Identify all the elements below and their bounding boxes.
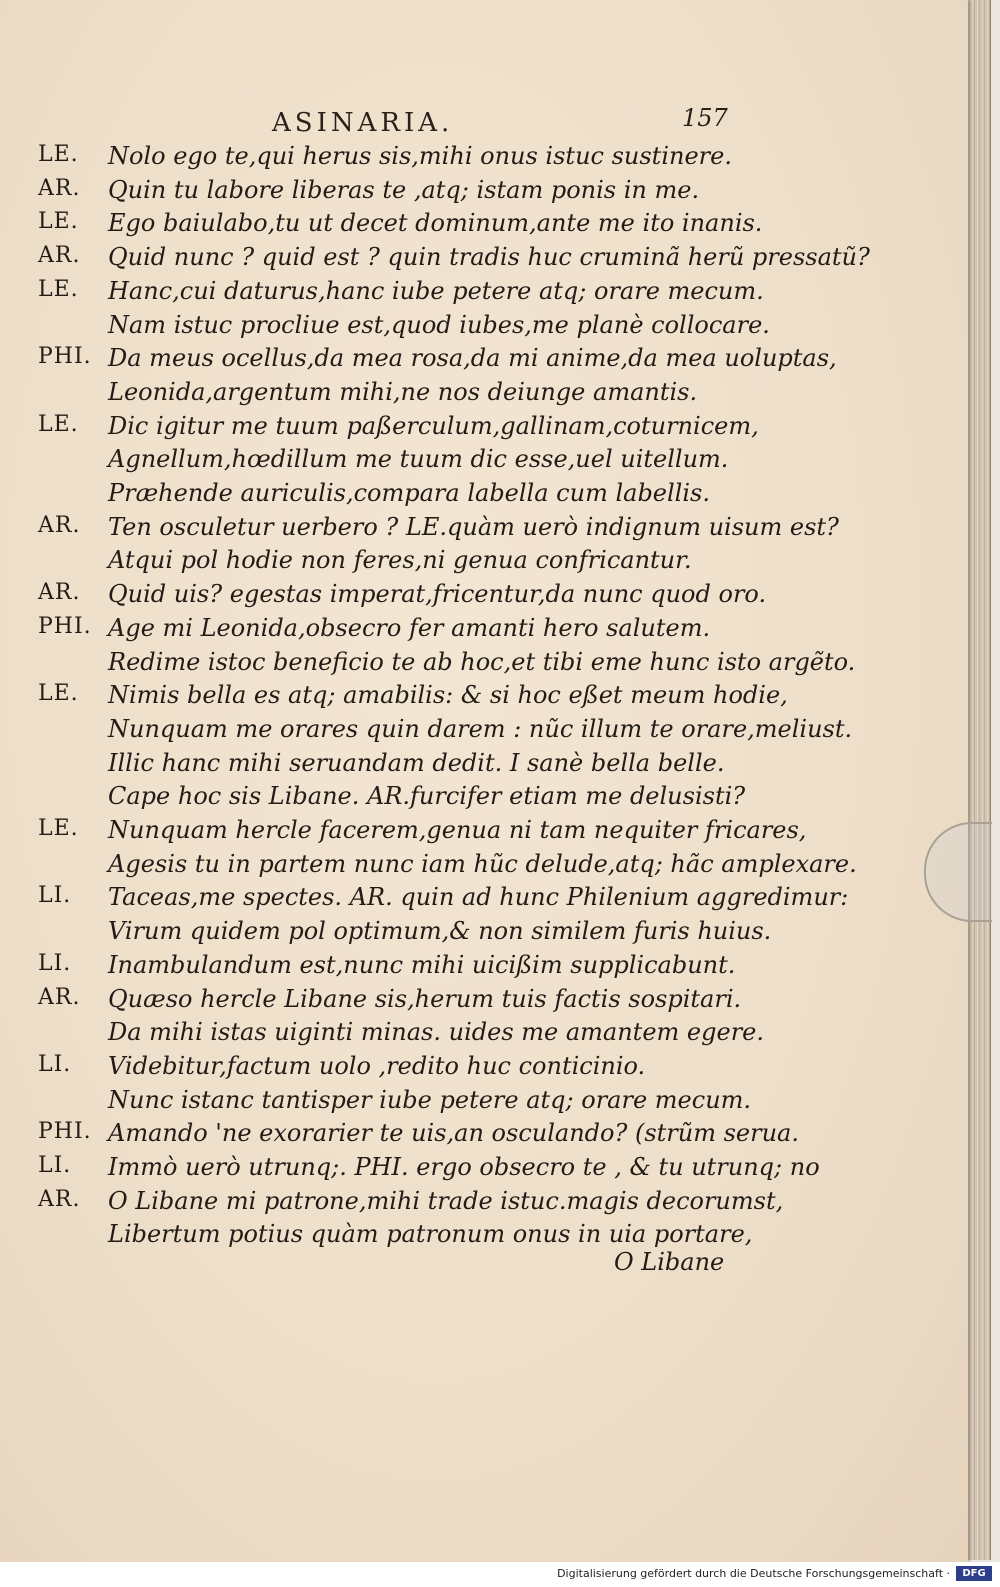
page-edges [966, 0, 991, 1560]
speaker-label: PHI. [38, 614, 92, 639]
verse-text: O Libane mi patrone,mihi trade istuc.magis decorumst, [108, 1187, 784, 1215]
verse-text: Nunquam hercle facerem,genua ni tam nequiter fricares, [108, 816, 807, 844]
verse-text: Atqui pol hodie non feres,ni genua confricantur. [108, 546, 692, 574]
verse-text: Illic hanc mihi seruandam dedit. I sanè bella belle. [108, 749, 725, 777]
verse-text: Leonida,argentum mihi,ne nos deiunge amantis. [108, 378, 698, 406]
verse-text: Amando 'ne exorarier te uis,an osculando? (strũm serua. [108, 1119, 799, 1147]
speaker-label: LE. [38, 209, 79, 234]
speaker-label: LI. [38, 1153, 72, 1178]
verse-text: Redime istoc beneficio te ab hoc,et tibi eme hunc isto argẽto. [108, 648, 856, 676]
speaker-label: LE. [38, 142, 79, 167]
verse-text: Nunquam me orares quin darem : nũc illum te orare,meliust. [108, 715, 853, 743]
speaker-label: LE. [38, 277, 79, 302]
verse-text: Hanc,cui daturus,hanc iube petere atq; orare mecum. [108, 277, 764, 305]
verse-text: Ego baiulabo,tu ut decet dominum,ante me ito inanis. [108, 209, 763, 237]
verse-text: Nimis bella es atq; amabilis: & si hoc eßet meum hodie, [108, 681, 788, 709]
speaker-label: PHI. [38, 1119, 92, 1144]
footer-bar [0, 1562, 1000, 1587]
verse-text: Ten osculetur uerbero ? LE.quàm uerò indignum uisum est? [108, 513, 839, 541]
speaker-label: PHI. [38, 344, 92, 369]
verse-text: Agesis tu in partem nunc iam hũc delude,atq; hãc amplexare. [108, 850, 857, 878]
verse-text: Virum quidem pol optimum,& non similem furis huius. [108, 917, 772, 945]
speaker-label: AR. [38, 985, 81, 1010]
speaker-label: LE. [38, 412, 79, 437]
verse-text: Quid nunc ? quid est ? quin tradis huc cruminã herũ pressatũ? [108, 243, 870, 271]
verse-text: Libertum potius quàm patronum onus in uia portare, [108, 1220, 753, 1248]
verse-text: Immò uerò utrunq;. PHI. ergo obsecro te , & tu utrunq; no [108, 1153, 820, 1181]
verse-text: Quid uis? egestas imperat,fricentur,da nunc quod oro. [108, 580, 767, 608]
verse-text: Videbitur,factum uolo ,redito huc conticinio. [108, 1052, 646, 1080]
verse-text: Age mi Leonida,obsecro fer amanti hero salutem. [108, 614, 711, 642]
verse-text: Agnellum,hœdillum me tuum dic esse,uel uitellum. [108, 445, 729, 473]
page-header [0, 102, 968, 142]
speaker-label: LI. [38, 951, 72, 976]
verse-text: Quin tu labore liberas te ,atq; istam ponis in me. [108, 176, 700, 204]
verse-text: Taceas,me spectes. AR. quin ad hunc Philenium aggredimur: [108, 883, 849, 911]
speaker-label: LE. [38, 681, 79, 706]
verse-text: Quæso hercle Libane sis,herum tuis factis sospitari. [108, 985, 742, 1013]
speaker-label: LI. [38, 1052, 72, 1077]
speaker-label: AR. [38, 1187, 81, 1212]
running-title: ASINARIA. [272, 108, 454, 138]
verse-text: Præhende auriculis,compara labella cum labellis. [108, 479, 710, 507]
speaker-label: LE. [38, 816, 79, 841]
verse-text: Nam istuc procliue est,quod iubes,me planè collocare. [108, 311, 770, 339]
page-number: 157 [682, 104, 728, 132]
footer-credit: Digitalisierung gefördert durch die Deutsche Forschungsgemeinschaft · [557, 1567, 950, 1580]
catchword: O Libane [614, 1248, 725, 1276]
verse-text: Nolo ego te,qui herus sis,mihi onus istuc sustinere. [108, 142, 732, 170]
dfg-logo: DFG [956, 1566, 992, 1581]
verse-text: Nunc istanc tantisper iube petere atq; orare mecum. [108, 1086, 752, 1114]
speaker-label: LI. [38, 883, 72, 908]
speaker-label: AR. [38, 580, 81, 605]
speaker-label: AR. [38, 243, 81, 268]
verse-text: Inambulandum est,nunc mihi uicißim supplicabunt. [108, 951, 736, 979]
verse-text: Da meus ocellus,da mea rosa,da mi anime,da mea uoluptas, [108, 344, 837, 372]
verse-text: Dic igitur me tuum paßerculum,gallinam,coturnicem, [108, 412, 759, 440]
verse-text: Da mihi istas uiginti minas. uides me amantem egere. [108, 1018, 764, 1046]
speaker-label: AR. [38, 176, 81, 201]
verse-text: Cape hoc sis Libane. AR.furcifer etiam me delusisti? [108, 782, 746, 810]
speaker-label: AR. [38, 513, 81, 538]
